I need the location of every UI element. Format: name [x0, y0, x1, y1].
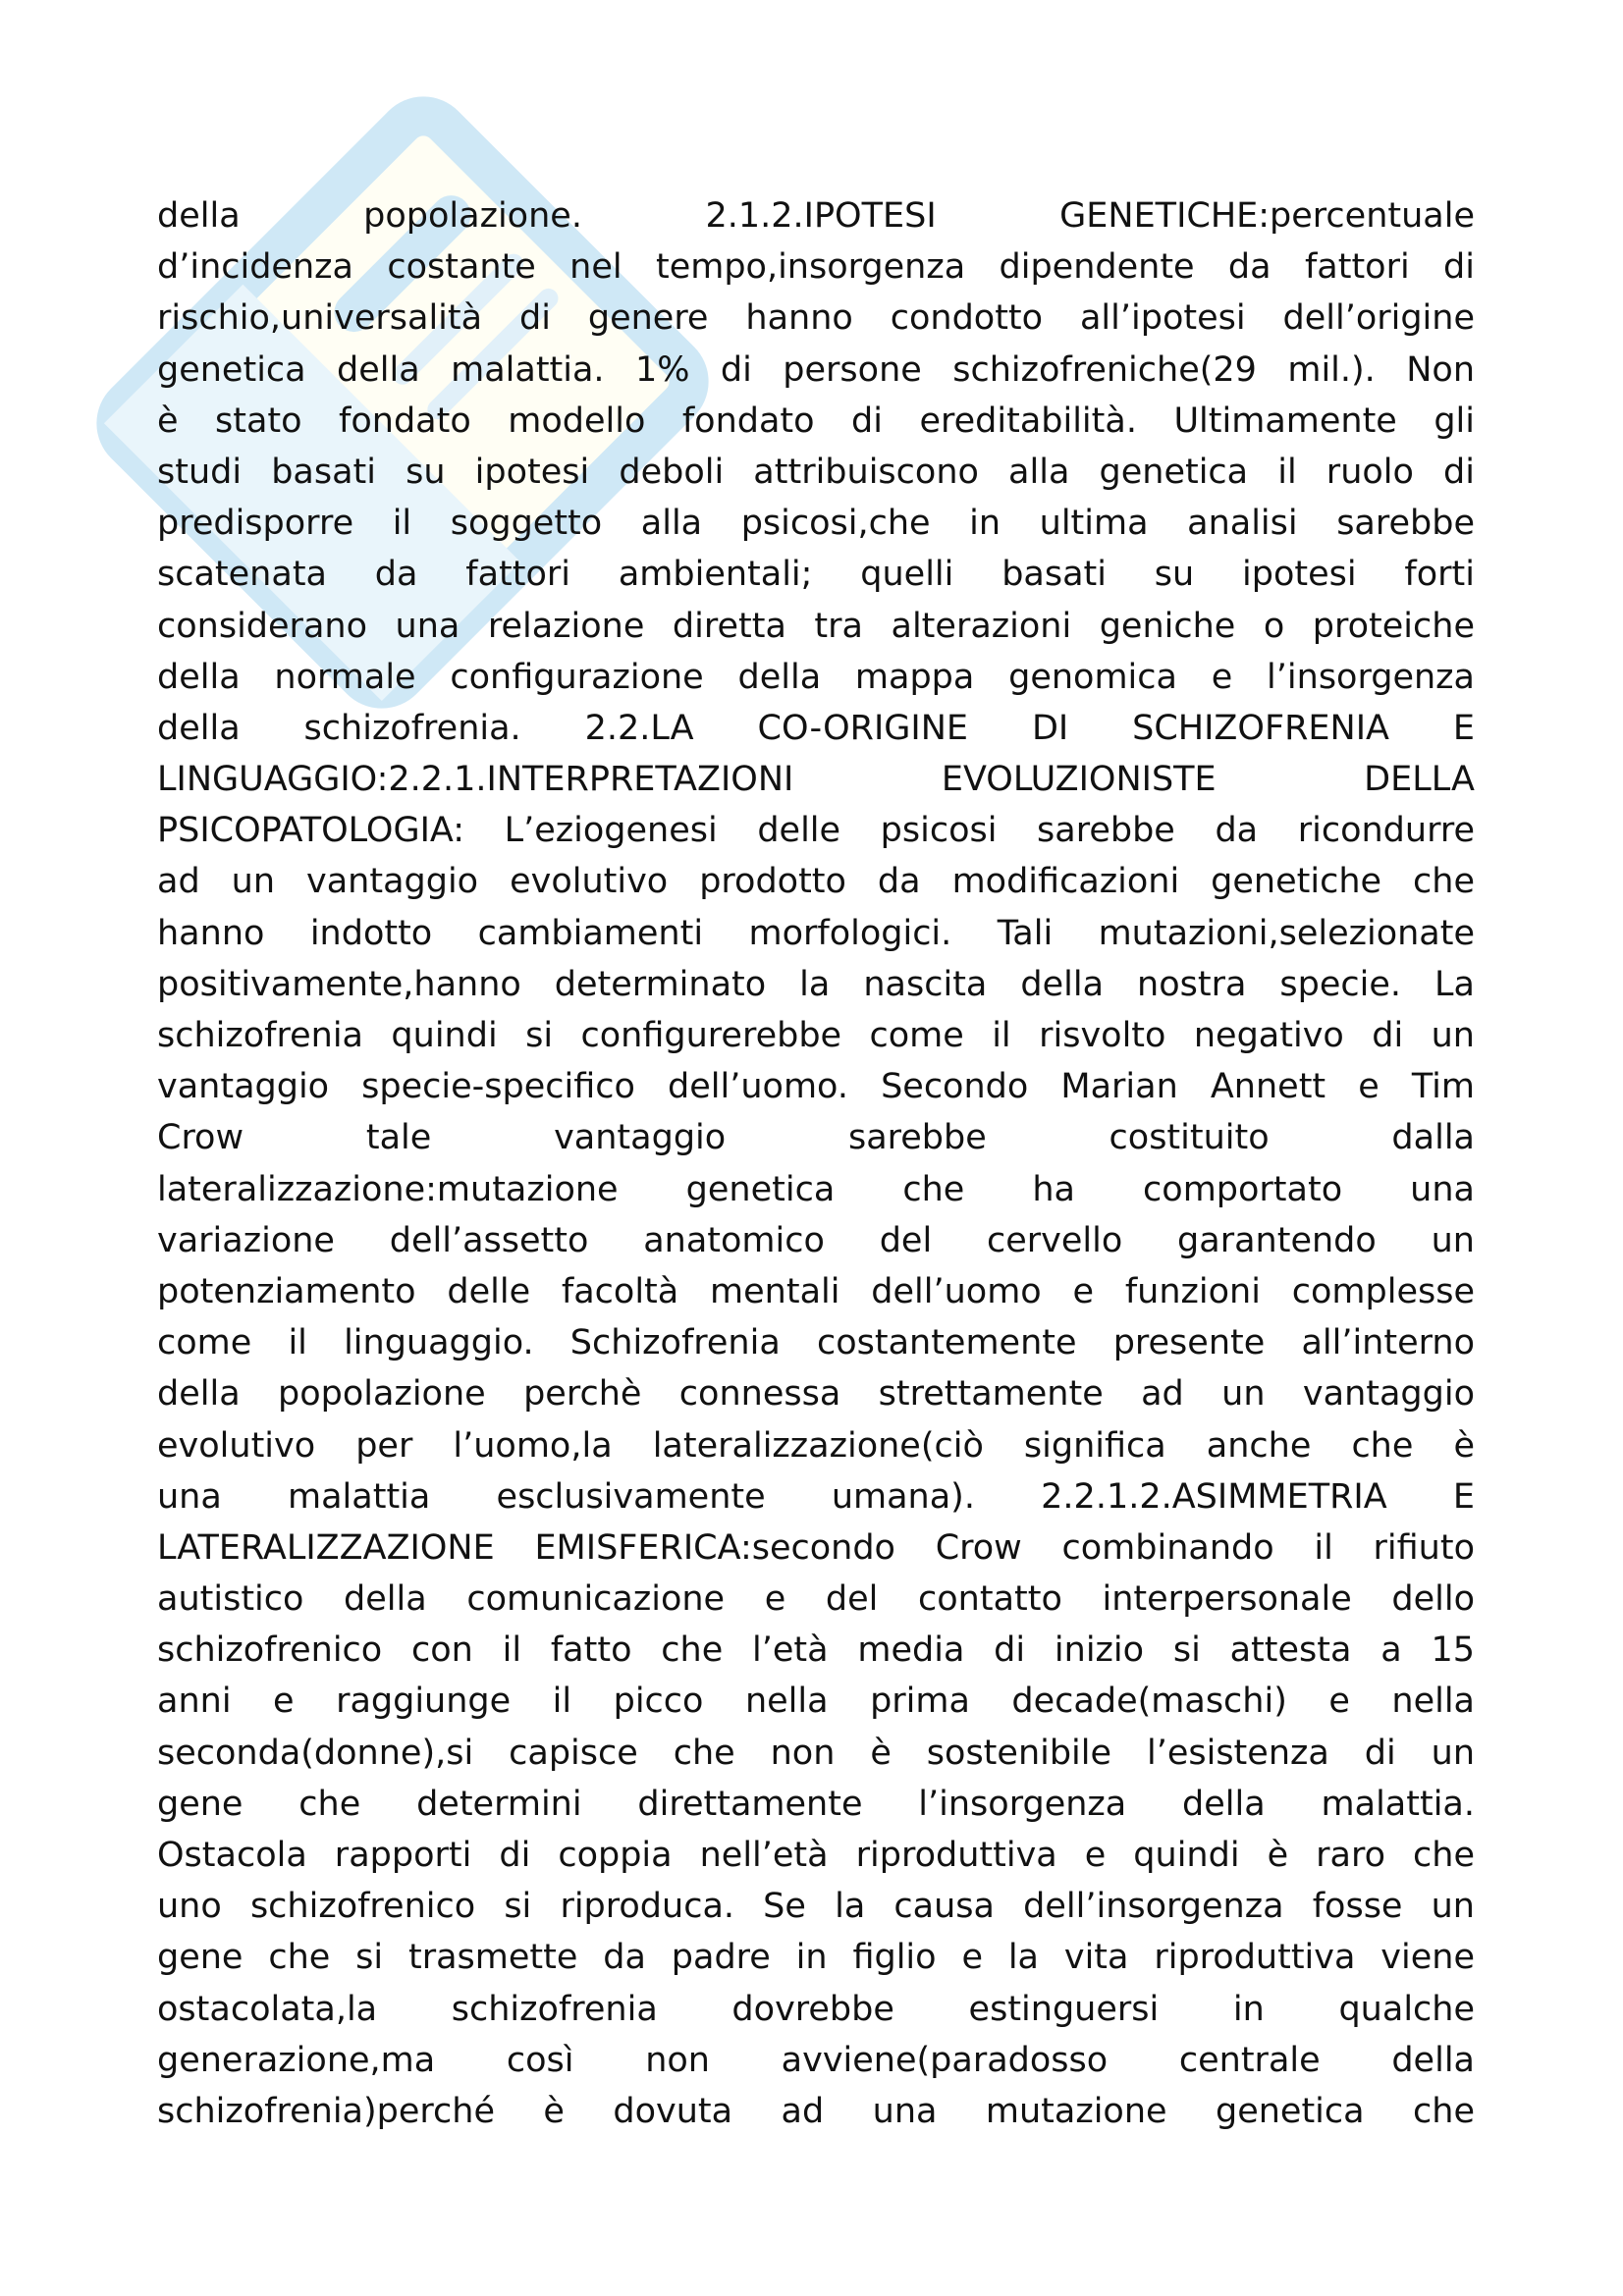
text-line: considerano una relazione diretta tra alterazioni geniche o proteiche: [157, 606, 1475, 646]
text-line: della popolazione. 2.1.2.IPOTESI GENETICHE:percentuale: [157, 196, 1475, 236]
text-line: vantaggio specie-specifico dell’uomo. Secondo Marian Annett e Tim: [157, 1067, 1475, 1107]
text-line: schizofrenico con il fatto che l’età media di inizio si attesta a 15: [157, 1630, 1475, 1671]
document-body: [157, 190, 1475, 2137]
text-line: variazione dell’assetto anatomico del cervello garantendo un: [157, 1220, 1475, 1260]
text-line: gene che si trasmette da padre in figlio e la vita riproduttiva viene: [157, 1938, 1475, 1978]
text-line: hanno indotto cambiamenti morfologici. Tali mutazioni,selezionate: [157, 913, 1475, 953]
text-line: PSICOPATOLOGIA: L’eziogenesi delle psicosi sarebbe da ricondurre: [157, 811, 1475, 851]
text-line: seconda(donne),si capisce che non è sostenibile l’esistenza di un: [157, 1733, 1475, 1773]
text-line: d’incidenza costante nel tempo,insorgenza dipendente da fattori di: [157, 247, 1475, 288]
text-line: scatenata da fattori ambientali; quelli basati su ipotesi forti: [157, 555, 1475, 595]
text-line: potenziamento delle facoltà mentali dell’uomo e funzioni complesse: [157, 1271, 1475, 1311]
text-line: una malattia esclusivamente umana). 2.2.1.2.ASIMMETRIA E: [157, 1476, 1475, 1517]
text-line: genetica della malattia. 1% di persone schizofreniche(29 mil.). Non: [157, 349, 1475, 390]
text-line: generazione,ma così non avviene(paradosso centrale della: [157, 2040, 1475, 2080]
text-line: gene che determini direttamente l’insorgenza della malattia.: [157, 1784, 1475, 1824]
text-line: positivamente,hanno determinato la nascita della nostra specie. La: [157, 964, 1475, 1004]
text-line: è stato fondato modello fondato di ereditabilità. Ultimamente gli: [157, 400, 1475, 441]
text-line: predisporre il soggetto alla psicosi,che in ultima analisi sarebbe: [157, 504, 1475, 544]
text-line: rischio,universalità di genere hanno condotto all’ipotesi dell’origine: [157, 298, 1475, 339]
text-line: ostacolata,la schizofrenia dovrebbe estinguersi in qualche: [157, 1989, 1475, 2029]
text-line: della popolazione perchè connessa strettamente ad un vantaggio: [157, 1374, 1475, 1415]
text-line: schizofrenia quindi si configurerebbe come il risvolto negativo di un: [157, 1016, 1475, 1055]
text-line: della schizofrenia. 2.2.LA CO-ORIGINE DI SCHIZOFRENIA E: [157, 708, 1475, 748]
text-line: lateralizzazione:mutazione genetica che ha comportato una: [157, 1169, 1475, 1209]
text-line: anni e raggiunge il picco nella prima decade(maschi) e nella: [157, 1682, 1475, 1722]
text-line: uno schizofrenico si riproduca. Se la causa dell’insorgenza fosse un: [157, 1887, 1475, 1927]
text-line: ad un vantaggio evolutivo prodotto da modificazioni genetiche che: [157, 862, 1475, 902]
text-line: Crow tale vantaggio sarebbe costituito dalla: [157, 1118, 1475, 1158]
text-line: Ostacola rapporti di coppia nell’età riproduttiva e quindi è raro che: [157, 1836, 1475, 1875]
text-line: LATERALIZZAZIONE EMISFERICA:secondo Crow combinando il rifiuto: [157, 1527, 1475, 1568]
text-line: come il linguaggio. Schizofrenia costantemente presente all’interno: [157, 1323, 1475, 1363]
text-line: studi basati su ipotesi deboli attribuiscono alla genetica il ruolo di: [157, 452, 1475, 492]
text-line: autistico della comunicazione e del contatto interpersonale dello: [157, 1579, 1475, 1620]
text-line: LINGUAGGIO:2.2.1.INTERPRETAZIONI EVOLUZIONISTE DELLA: [157, 760, 1475, 800]
text-line: schizofrenia)perché è dovuta ad una mutazione genetica che: [157, 2091, 1475, 2131]
text-line: evolutivo per l’uomo,la lateralizzazione(ciò significa anche che è: [157, 1425, 1475, 1466]
text-line: della normale configurazione della mappa genomica e l’insorgenza: [157, 657, 1475, 697]
